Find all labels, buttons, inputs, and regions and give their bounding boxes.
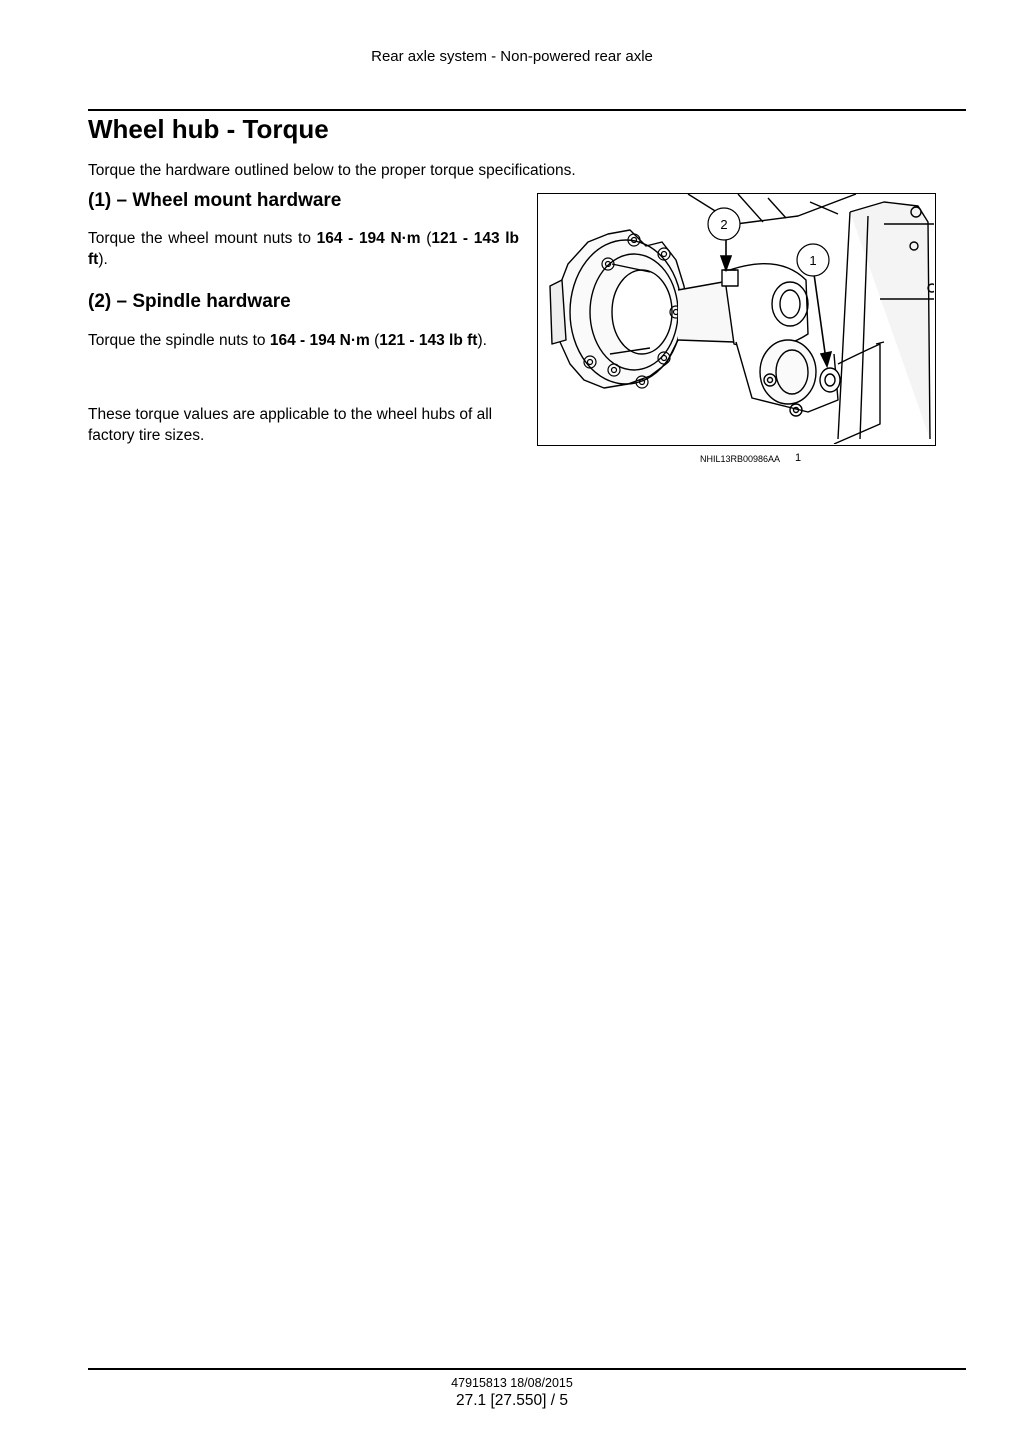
wheel-hub-illustration [538,194,934,444]
footer-rule [88,1368,966,1370]
wheel-hub-figure [537,193,936,446]
section-heading: (1) – Wheel mount hardware [88,190,342,211]
paragraph-text: ). [98,251,108,268]
paragraph-text: ( [369,332,380,349]
paragraph-text: ). [477,332,487,349]
callout-2-label: 2 [720,217,728,232]
torque-imperial: 121 - 143 lb ft [88,230,520,268]
footer-doc-code: 47915813 18/08/2015 [451,1376,573,1390]
section-wheel-mount [88,190,519,270]
paragraph-text: Torque the spindle nuts to [88,332,270,349]
torque-metric: 164 - 194 N·m [269,332,370,349]
paragraph-text: Torque the wheel mount nuts to [88,230,317,247]
section-paragraph [88,228,519,270]
note-text: These torque values are applicable to the wheel hubs of all factory tire sizes. [88,406,493,444]
figure-caption-code: NHIL13RB00986AA [700,454,781,464]
section-paragraph [88,330,519,351]
page-title: Wheel hub - Torque [88,114,329,144]
note-block [88,404,519,446]
running-header: Rear axle system - Non-powered rear axle [371,48,653,65]
footer-page-ref: 27.1 [27.550] / 5 [455,1392,569,1409]
header-rule [88,109,966,111]
paragraph-text: ( [420,230,432,247]
torque-imperial: 121 - 143 lb ft [379,332,478,349]
section-spindle [88,291,519,351]
intro-text: Torque the hardware outlined below to the proper torque specifications. [88,162,576,179]
figure-number: 1 [795,452,802,464]
section-heading: (2) – Spindle hardware [88,291,291,312]
torque-metric: 164 - 194 N·m [316,230,421,247]
callout-1-label: 1 [809,253,817,268]
